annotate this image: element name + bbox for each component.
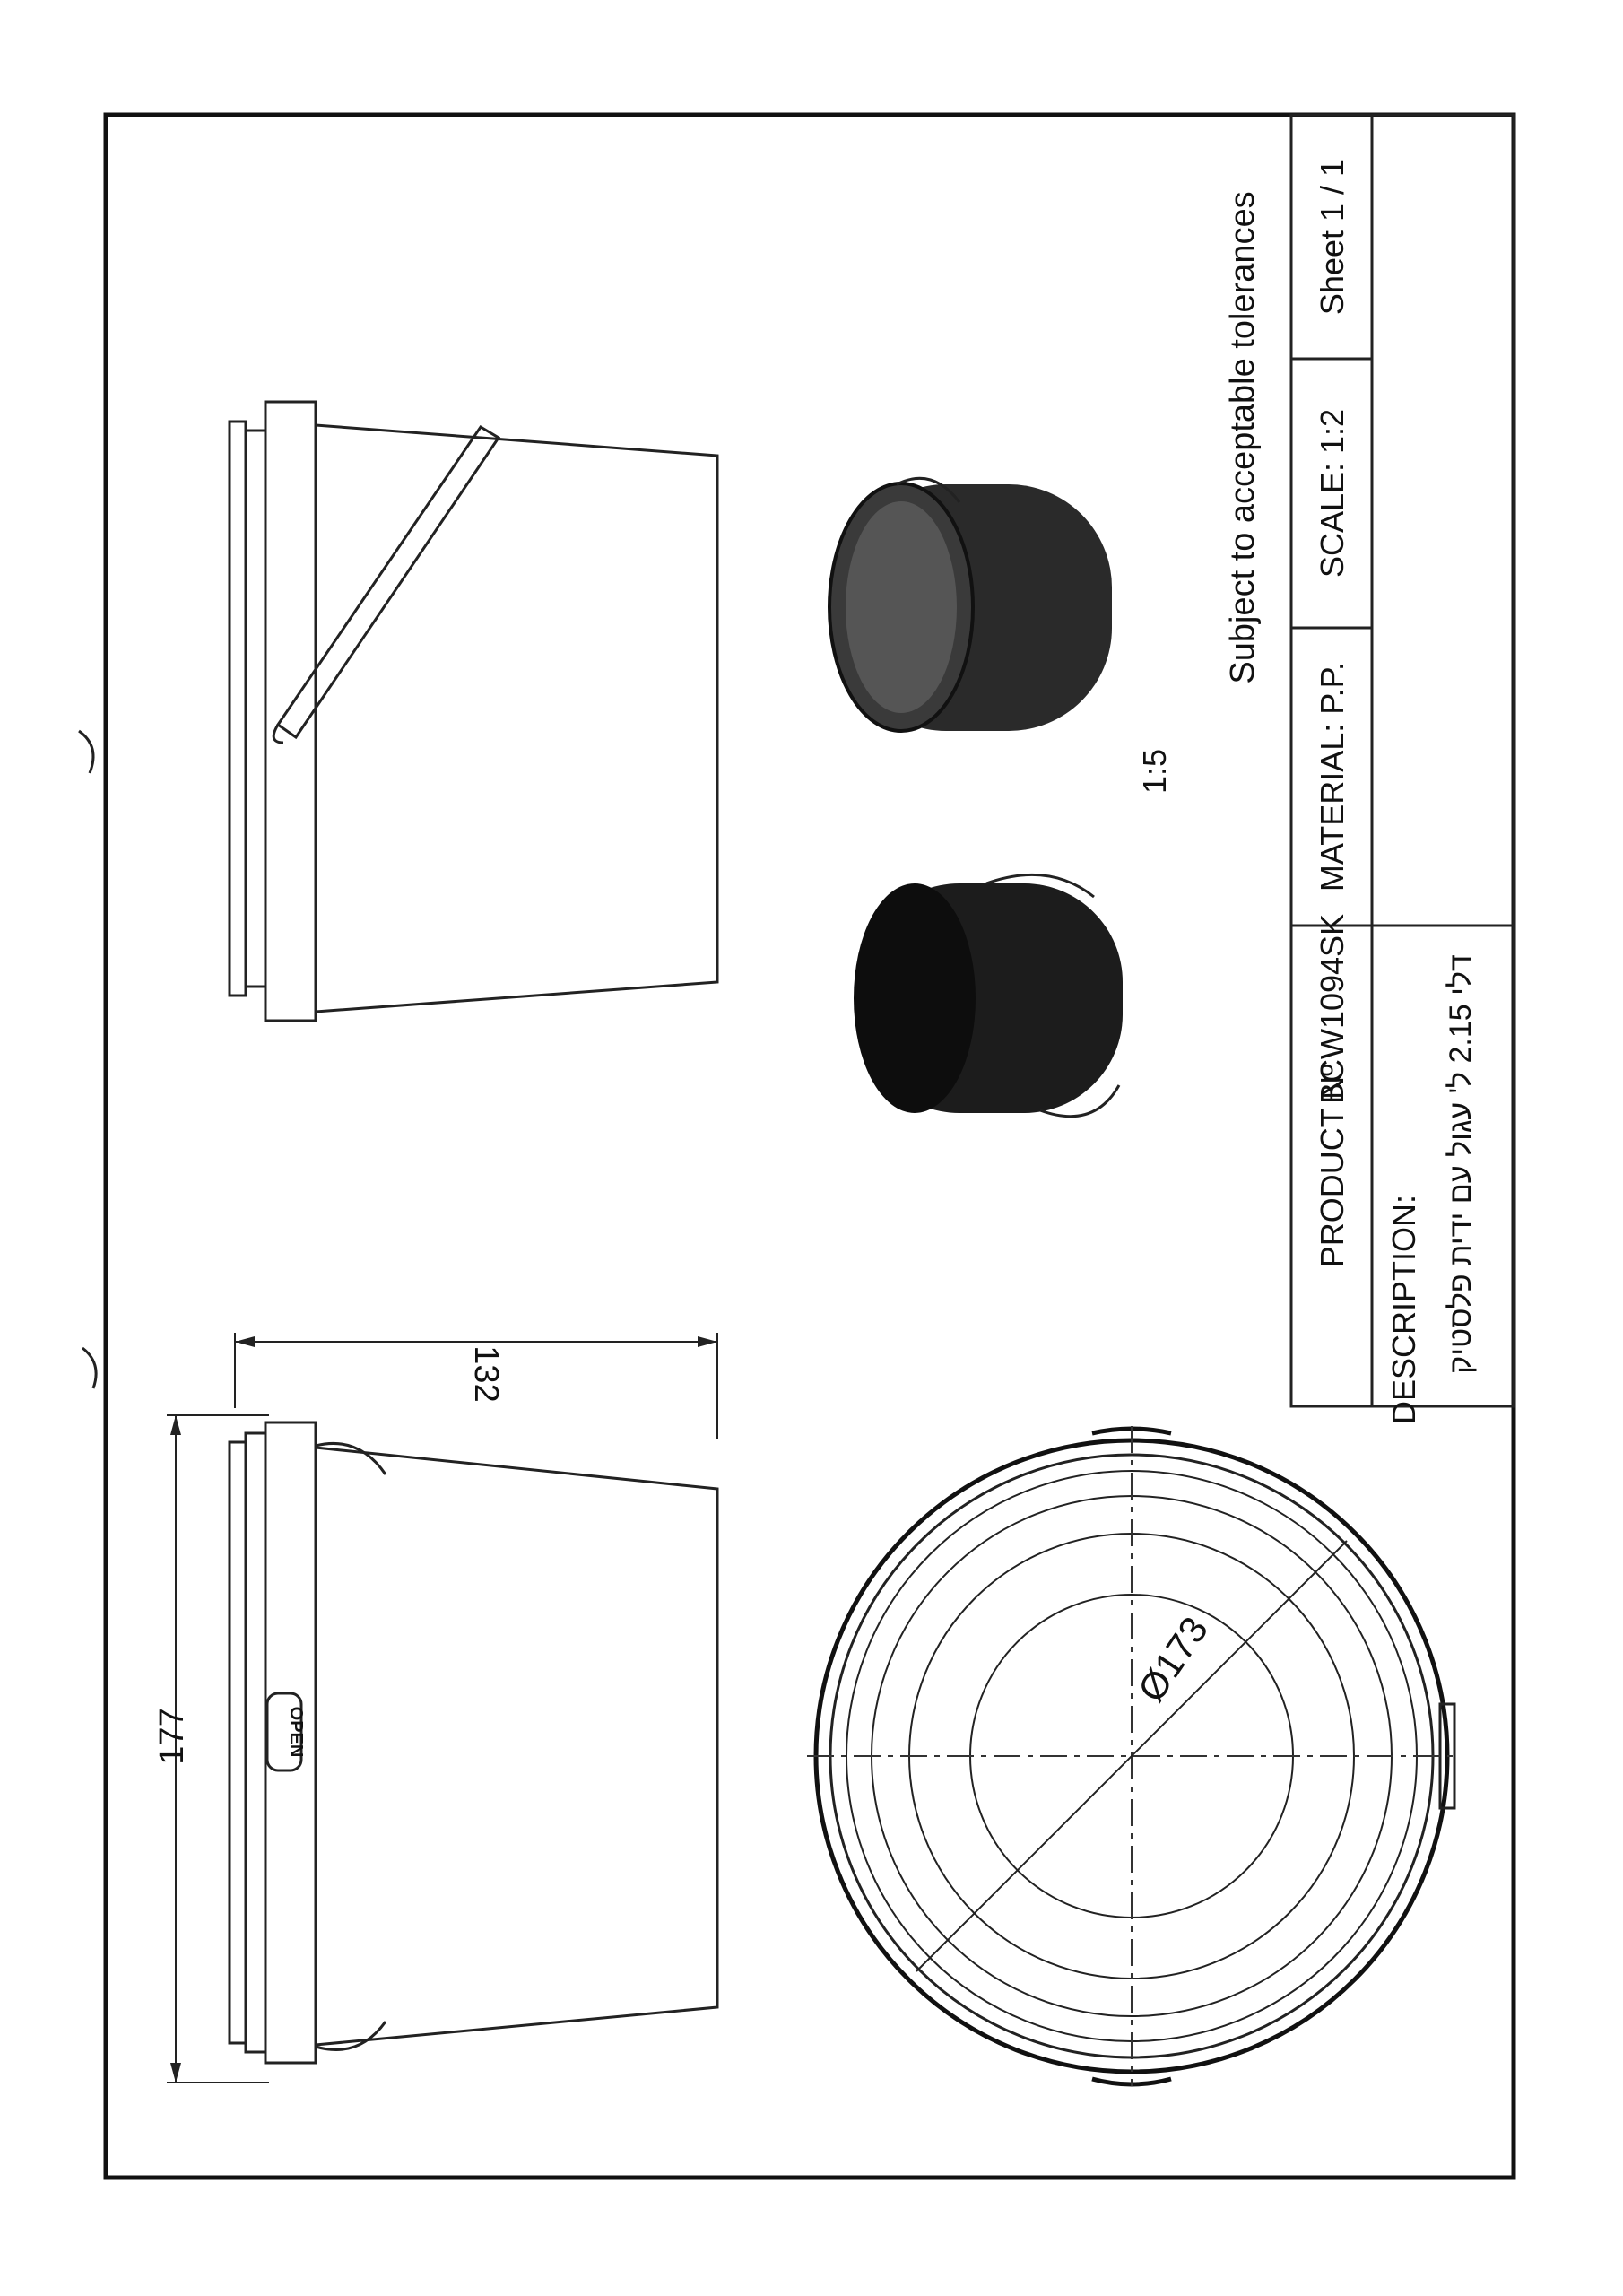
iso-scale-label: 1:5 bbox=[1136, 748, 1173, 795]
open-tab-label: OPEN bbox=[286, 1706, 306, 1758]
sheet-field: Sheet 1 / 1 bbox=[1314, 158, 1350, 316]
material-field: MATERIAL: P.P. bbox=[1314, 661, 1350, 892]
open-tab bbox=[267, 1693, 306, 1770]
handle bbox=[273, 427, 499, 743]
scale-field: SCALE: 1:2 bbox=[1314, 408, 1350, 578]
dim-diameter-label: Ø173 bbox=[1129, 1609, 1217, 1709]
front-view bbox=[230, 402, 717, 1021]
description-label: DESCRIPTION: bbox=[1385, 1194, 1422, 1425]
product-number-label: PRODUCT Nº bbox=[1314, 1064, 1350, 1268]
dim-177-label: 177 bbox=[153, 1708, 191, 1765]
product-number-value: BCW1094SK bbox=[1314, 913, 1350, 1105]
iso-render-closed bbox=[854, 874, 1123, 1116]
top-view bbox=[807, 1426, 1456, 2086]
iso-render-open bbox=[829, 478, 1112, 731]
description-text: דלי 2.15 ל' עגול עם ידית פלסטיק bbox=[1444, 954, 1478, 1374]
title-block bbox=[1291, 115, 1514, 1424]
side-view bbox=[153, 1333, 717, 2083]
punch-mark-lower bbox=[82, 1348, 96, 1388]
punch-mark-upper bbox=[79, 731, 93, 773]
dimension-177 bbox=[153, 1415, 269, 2083]
dim-132-label: 132 bbox=[467, 1345, 505, 1403]
tolerance-note: Subject to acceptable tolerances bbox=[1224, 191, 1262, 684]
